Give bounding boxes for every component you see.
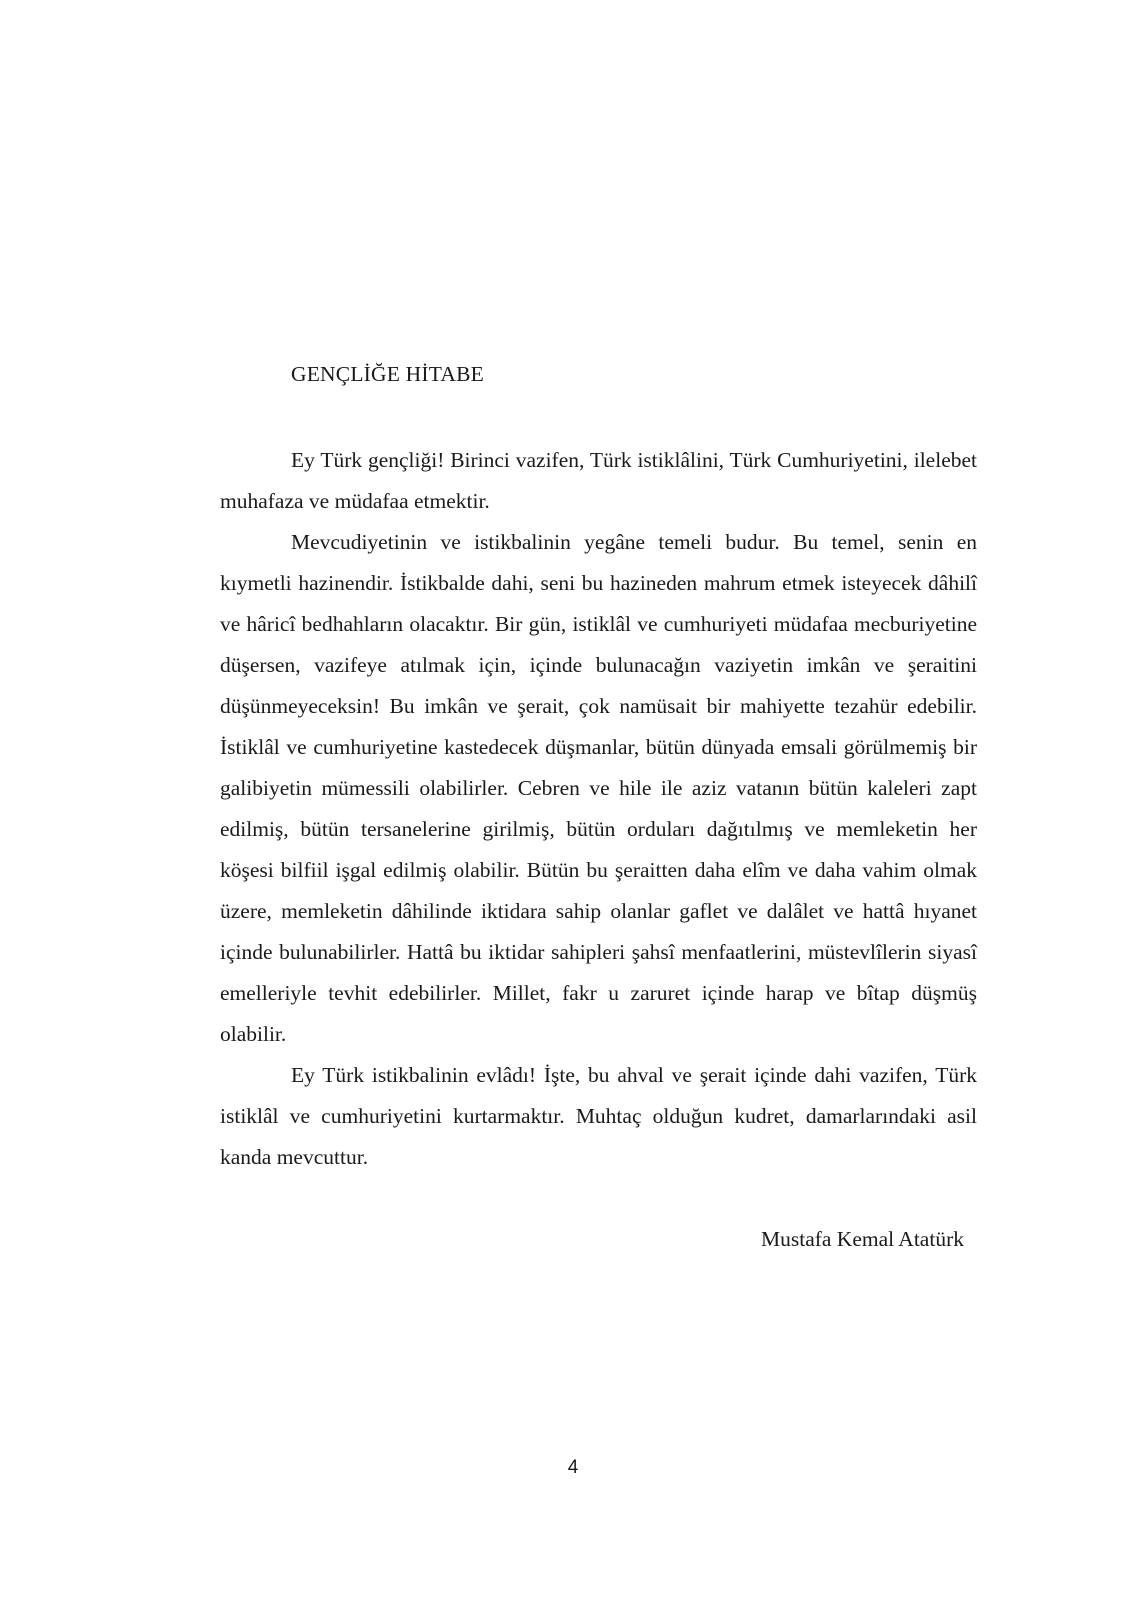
document-body — [220, 440, 977, 1178]
paragraph: Mevcudiyetinin ve istikbalinin yegâne temeli budur. Bu temel, senin en kıymetli hazinendir. İstikbalde dahi, seni bu hazineden mahrum etmek isteyecek dâhilî ve hâricî bedhahların olacaktır. Bir gün, istiklâl ve cumhuriyeti müdafaa mecburiyetine düşersen, vazifeye atılmak için, içinde bulunacağın vaziyetin imkân ve şeraitini düşünmeyeceksin! Bu imkân ve şerait, çok namüsait bir mahiyette tezahür edebilir. İstiklâl ve cumhuriyetine kastedecek düşmanlar, bütün dünyada emsali görülmemiş bir galibiyetin mümessili olabilirler. Cebren ve hile ile aziz vatanın bütün kaleleri zapt edilmiş, bütün tersanelerine girilmiş, bütün orduları dağıtılmış ve memleketin her köşesi bilfiil işgal edilmiş olabilir. Bütün bu şeraitten daha elîm ve daha vahim olmak üzere, memleketin dâhilinde iktidara sahip olanlar gaflet ve dalâlet ve hattâ hıyanet içinde bulunabilirler. Hattâ bu iktidar sahipleri şahsî menfaatlerini, müstevlîlerin siyasî emelleriyle tevhit edebilirler. Millet, fakr u zaruret içinde harap ve bîtap düşmüş olabilir. — [220, 530, 977, 1046]
document-title: GENÇLİĞE HİTABE — [291, 362, 484, 386]
page-number: 4 — [567, 1457, 579, 1478]
paragraph: Ey Türk gençliği! Birinci vazifen, Türk istiklâlini, Türk Cumhuriyetini, ilelebet muhafaza ve müdafaa etmektir. — [220, 448, 977, 513]
paragraph: Ey Türk istikbalinin evlâdı! İşte, bu ahval ve şerait içinde dahi vazifen, Türk istiklâl ve cumhuriyetini kurtarmaktır. Muhtaç olduğun kudret, damarlarındaki asil kanda mevcuttur. — [220, 1063, 977, 1169]
author-signature: Mustafa Kemal Atatürk — [760, 1227, 964, 1251]
